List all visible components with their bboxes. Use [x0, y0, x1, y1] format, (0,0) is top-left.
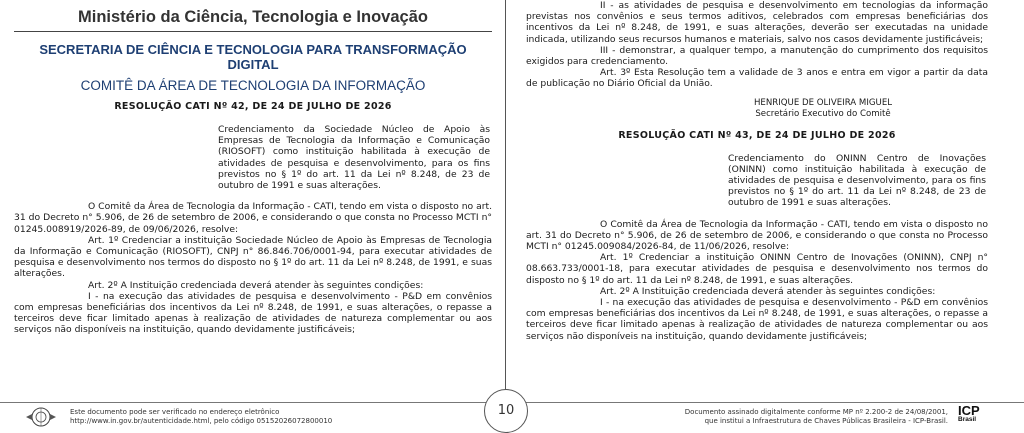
- right-column: [526, 0, 988, 342]
- resolution-43-art2: Art. 2º A Instituição credenciada deverá atender às seguintes condições:: [600, 285, 936, 297]
- resolution-43-item-i: I - na execução das atividades de pesquisa e desenvolvimento - P&D em convênios com empresas beneficiárias dos incentivos da Lei nº 8.248, de 1991, e suas alterações, o repasse a terceiros deve ficar limitado apenas à realização de atividades de natureza complementar ou aos serviços não disponíveis na instituição, quando devidamente justificáveis;: [526, 297, 988, 342]
- resolution-42-item-iii: III - demonstrar, a qualquer tempo, a manutenção do cumprimento dos requisitos exigidos para credenciamento.: [526, 44, 988, 68]
- signature-notice: [676, 408, 948, 426]
- resolution-43-title: RESOLUÇÃO CATI Nº 43, DE 24 DE JULHO DE 2026: [618, 129, 896, 141]
- resolution-42-preamble: O Comitê da Área de Tecnologia da Informação - CATI, tendo em vista o disposto no art. 31 do Decreto n° 5.906, de 26 de setembro de 2006, e considerando o que consta no Processo MCTI n° 01245.008919/2026-89, de 09/06/2026, resolve:: [14, 201, 492, 235]
- resolution-42-ementa: Credenciamento da Sociedade Núcleo de Apoio às Empresas de Tecnologia da Informação e Comunicação (RIOSOFT) como instituição habilitada à execução de atividades de pesquisa e desenvolvimento, para os fins previstos no § 1º do art. 11 da Lei nº 8.248, de 23 de outubro de 1991 e suas alterações.: [218, 124, 490, 192]
- resolution-42-art2: Art. 2º A Instituição credenciada deverá atender às seguintes condições:: [88, 279, 424, 291]
- signature-name: HENRIQUE DE OLIVEIRA MIGUEL: [753, 97, 893, 108]
- ministry-header: Ministério da Ciência, Tecnologia e Inovação: [14, 0, 492, 32]
- coat-of-arms-icon: [22, 406, 60, 428]
- resolution-42-art1: Art. 1º Credenciar a instituição Sociedade Núcleo de Apoio às Empresas de Tecnologia da Informação e Comunicação (RIOSOFT), CNPJ n° 86.846.706/0001-94, para executar atividades de pesquisa e desenvolvimento nos termos do disposto no § 1º do art. 11 da Lei nº 8.248, de 1991, e suas alterações.: [14, 234, 492, 280]
- signature-notice-line-2: que institui a Infraestrutura de Chaves Públicas Brasileira - ICP-Brasil.: [704, 417, 948, 425]
- resolution-42-item-ii: II - as atividades de pesquisa e desenvolvimento em tecnologias da informação previstas nos convênios e seus termos aditivos, celebrados com empresas beneficiárias dos incentivos da Lei nº 8.248, de 1991, e suas alterações, deverão ser executadas na unidade indicada, utilizando seus recursos humanos e materiais, salvo nos casos devidamente justificáveis;: [526, 0, 988, 45]
- icp-logo-bottom: Brasil: [958, 416, 977, 423]
- signature-role: Secretário Executivo do Comitê: [755, 108, 891, 119]
- page-number: 10: [484, 389, 528, 433]
- resolution-43-ementa: Credenciamento do ONINN Centro de Inovações (ONINN) como instituição habilitada à execução de atividades de pesquisa e desenvolvimento, para os fins previstos no § 1º do art. 11 da Lei nº 8.248, de 23 de outubro de 1991 e suas alterações.: [728, 152, 986, 209]
- verification-line-1: Este documento pode ser verificado no endereço eletrônico: [70, 408, 280, 416]
- column-divider: [505, 0, 506, 402]
- secretaria-heading: SECRETARIA DE CIÊNCIA E TECNOLOGIA PARA TRANSFORMAÇÃO DIGITAL: [39, 42, 467, 72]
- resolution-43-art1: Art. 1º Credenciar a instituição ONINN Centro de Inovações (ONINN), CNPJ n° 08.663.733/0001-18, para executar atividades de pesquisa e desenvolvimento nos termos do disposto no § 1º do art. 11 da Lei nº 8.248, de 1991, e suas alterações.: [526, 252, 988, 286]
- resolution-42-art3: Art. 3º Esta Resolução tem a validade de 3 anos e entra em vigor a partir da data de publicação no Diário Oficial da União.: [526, 67, 988, 90]
- verification-text: [70, 408, 332, 426]
- left-column: [14, 0, 492, 336]
- signature-notice-line-1: Documento assinado digitalmente conforme MP nº 2.200-2 de 24/08/2001,: [684, 408, 948, 416]
- signature-block: [728, 98, 918, 120]
- resolution-43-preamble: O Comitê da Área de Tecnologia da Informação - CATI, tendo em vista o disposto no art. 31 do Decreto n° 5.906, de 26 de setembro de 2006, e considerando o que consta no Processo MCTI n° 01245.009084/2026-84, de 11/06/2026, resolve:: [526, 218, 988, 253]
- icp-logo-top: ICP: [958, 403, 980, 418]
- comite-heading: COMITÊ DA ÁREA DE TECNOLOGIA DA INFORMAÇÃO: [80, 78, 426, 93]
- resolution-42-title: RESOLUÇÃO CATI Nº 42, DE 24 DE JULHO DE 2026: [114, 101, 392, 112]
- icp-brasil-logo: [958, 405, 994, 428]
- resolution-42-item-i: I - na execução das atividades de pesquisa e desenvolvimento - P&D em convênios com empresas beneficiárias dos incentivos da Lei nº 8.248, de 1991, e suas alterações, o repasse a terceiros deve ficar limitado apenas à realização de atividades de natureza complementar ou aos serviços não disponíveis na instituição, quando devidamente justificáveis;: [14, 290, 492, 336]
- verification-link[interactable]: http://www.in.gov.br/autenticidade.html, pelo código 05152026072800010: [70, 417, 333, 425]
- page-footer: [0, 402, 1024, 428]
